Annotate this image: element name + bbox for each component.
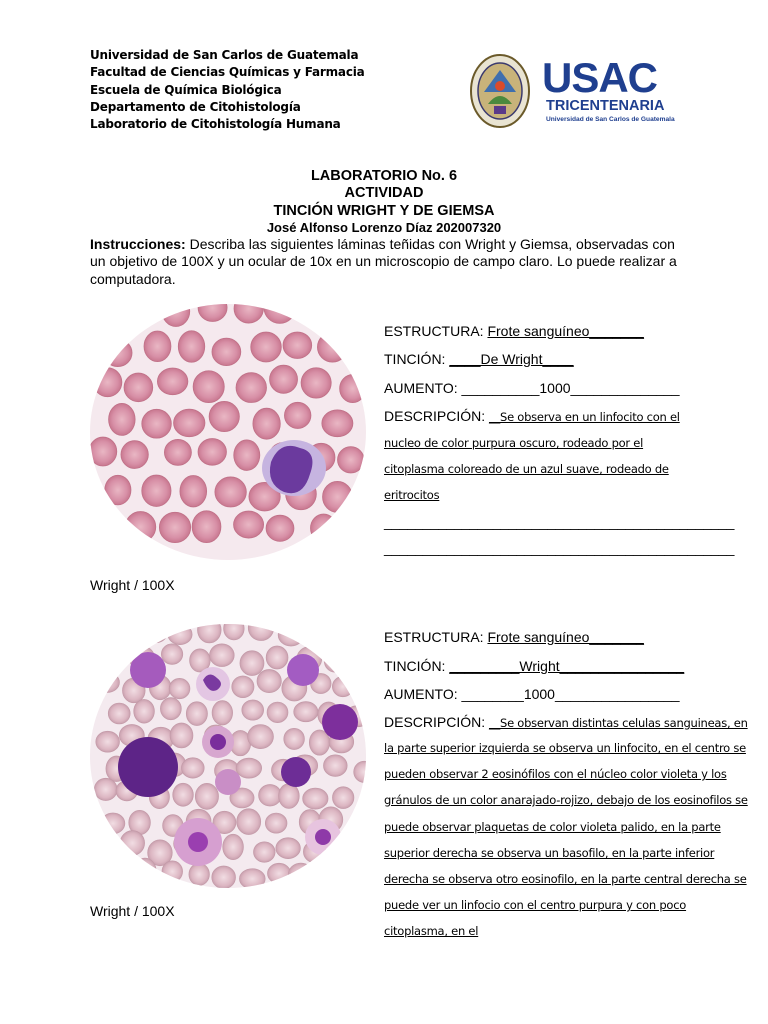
- red-blood-cell: [157, 368, 187, 395]
- red-blood-cell: [160, 698, 181, 720]
- instructions-label: Instrucciones:: [90, 236, 186, 252]
- red-blood-cell: [89, 833, 110, 857]
- aumento-label: AUMENTO:: [384, 380, 462, 396]
- red-blood-cell: [161, 644, 182, 665]
- red-blood-cell: [223, 834, 244, 859]
- lab-title: LABORATORIO No. 6: [310, 168, 458, 184]
- descripcion-field: [384, 408, 680, 424]
- red-blood-cell: [109, 644, 134, 664]
- aumento-label: AUMENTO:: [384, 686, 462, 702]
- red-blood-cell: [181, 758, 204, 778]
- red-blood-cell: [284, 728, 305, 749]
- author-line: José Alfonso Lorenzo Díaz 202007320: [266, 220, 502, 235]
- descripcion-line: eritrocitos: [384, 488, 440, 502]
- red-blood-cell: [322, 410, 353, 437]
- descripcion-line: puede observar plaquetas de color violeta palido, en la parte: [384, 820, 721, 834]
- logo-subtitle: TRICENTENARIA: [546, 98, 665, 114]
- descripcion-line: superior derecha se observa un basofilo, en la parte inferior: [384, 846, 715, 860]
- red-blood-cell: [144, 331, 171, 362]
- instructions-text: Describa las siguientes láminas teñidas con Wright y Giemsa, observadas con un objetivo de 100X y un ocular de 10x en un microscopio de campo claro. Lo puede realizar a computadora.: [90, 236, 677, 287]
- red-blood-cell: [120, 831, 144, 856]
- red-blood-cell: [303, 788, 328, 809]
- red-blood-cell: [337, 836, 362, 857]
- red-blood-cell: [279, 784, 300, 809]
- red-blood-cell: [109, 403, 136, 435]
- estructura-field: [384, 323, 644, 339]
- red-blood-cell: [265, 813, 287, 833]
- red-blood-cell: [115, 626, 137, 646]
- red-blood-cell: [178, 331, 204, 363]
- red-blood-cell: [94, 778, 117, 800]
- red-blood-cell: [134, 699, 155, 723]
- tincion-label: TINCIÓN:: [384, 351, 450, 367]
- descripcion-line: puede ver un linfocio con el centro purpura y con poco: [384, 898, 687, 912]
- descripcion-line: __Se observan distintas celulas sanguineas, en: [489, 716, 748, 730]
- red-blood-cell: [210, 644, 235, 667]
- red-blood-cell: [268, 863, 291, 883]
- institution-line: Laboratorio de Citohistología Humana: [90, 117, 341, 132]
- red-blood-cell: [164, 439, 191, 465]
- red-blood-cell: [193, 371, 224, 403]
- red-blood-cell: [332, 787, 353, 809]
- micrograph-caption: Wright / 100X: [90, 577, 175, 593]
- red-blood-cell: [254, 842, 276, 862]
- red-blood-cell: [267, 702, 288, 723]
- blank-line: _____________________________________________: [384, 540, 735, 556]
- red-blood-cell: [105, 475, 131, 505]
- red-blood-cell: [162, 861, 183, 882]
- red-blood-cell: [234, 440, 260, 471]
- red-blood-cell: [278, 624, 304, 646]
- red-blood-cell: [340, 374, 366, 402]
- red-blood-cell: [270, 365, 298, 393]
- stain-title: TINCIÓN WRIGHT Y DE GIEMSA: [273, 203, 495, 219]
- red-blood-cell: [212, 866, 236, 889]
- red-blood-cell: [159, 512, 190, 542]
- red-blood-cell: [332, 676, 353, 696]
- red-blood-cell: [125, 512, 156, 543]
- red-blood-cell: [142, 409, 172, 438]
- red-blood-cell: [212, 701, 233, 725]
- red-blood-cell: [124, 373, 153, 402]
- estructura-label: ESTRUCTURA:: [384, 323, 488, 339]
- red-blood-cell: [105, 864, 125, 890]
- red-blood-cell: [121, 441, 148, 469]
- red-blood-cell: [236, 758, 262, 778]
- red-blood-cell: [283, 332, 312, 359]
- red-blood-cell: [284, 402, 310, 428]
- red-blood-cell: [257, 670, 281, 693]
- red-blood-cell: [266, 515, 294, 541]
- red-blood-cell: [338, 514, 365, 544]
- red-blood-cell: [334, 622, 355, 642]
- tincion-value: ____De Wright____: [449, 351, 574, 367]
- red-blood-cell: [324, 649, 345, 672]
- descripcion-line: gránulos de un color anarajado-rojizo, debajo de los eosinofilos se: [384, 793, 748, 807]
- red-blood-cell: [232, 676, 254, 698]
- red-blood-cell: [352, 859, 368, 883]
- descripcion-line: nucleo de color purpura oscuro, rodeado por el: [384, 436, 644, 450]
- red-blood-cell: [169, 678, 190, 698]
- estructura-value: Frote sanguíneo_______: [487, 629, 644, 645]
- red-blood-cell: [108, 703, 130, 724]
- red-blood-cell: [317, 862, 343, 884]
- red-blood-cell: [317, 332, 347, 362]
- descripcion-field: [384, 714, 748, 730]
- tincion-value: _________Wright________________: [449, 658, 685, 674]
- institution-line: Departamento de Citohistología: [90, 99, 301, 114]
- red-blood-cell: [349, 650, 368, 674]
- red-blood-cell: [307, 622, 330, 645]
- red-blood-cell: [192, 511, 221, 543]
- red-blood-cell: [88, 509, 118, 538]
- descripcion-line: citoplasma, en el: [384, 924, 479, 938]
- red-blood-cell: [180, 476, 207, 507]
- red-blood-cell: [242, 700, 264, 720]
- red-blood-cell: [95, 672, 119, 692]
- red-blood-cell: [96, 731, 120, 752]
- red-blood-cell: [248, 725, 274, 749]
- red-blood-cell: [266, 646, 288, 669]
- red-blood-cell: [301, 368, 331, 398]
- micrograph-mixed-cells: [88, 622, 368, 890]
- descripcion-line: __Se observa en un linfocito con el: [489, 410, 680, 424]
- institution-header: [90, 47, 365, 133]
- blank-line: _____________________________________________: [384, 514, 735, 530]
- descripcion-line: pueden observar 2 eosinófilos con el núcleo color violeta y los: [384, 767, 727, 781]
- red-blood-cell: [236, 373, 266, 403]
- logo-wordmark: USAC: [542, 54, 658, 101]
- red-blood-cell: [276, 838, 301, 859]
- descripcion-line: la parte superior izquierda se observa un linfocito, en el centro se: [384, 741, 746, 755]
- red-blood-cell: [339, 302, 368, 326]
- red-blood-cell: [170, 723, 193, 748]
- red-blood-cell: [93, 622, 118, 644]
- red-blood-cell: [195, 783, 218, 809]
- red-blood-cell: [142, 475, 171, 506]
- micrograph-caption: Wright / 100X: [90, 903, 175, 919]
- red-blood-cell: [215, 477, 246, 507]
- estructura-field: [384, 629, 644, 645]
- red-blood-cell: [186, 702, 207, 726]
- red-blood-cell: [288, 863, 313, 886]
- red-blood-cell: [323, 481, 353, 512]
- red-blood-cell: [251, 332, 282, 362]
- micrograph-lymphocyte: [88, 302, 368, 562]
- red-blood-cell: [350, 813, 368, 838]
- aumento-value: ________1000________________: [461, 686, 680, 702]
- red-blood-cell: [234, 511, 264, 538]
- instructions-paragraph: [90, 236, 690, 288]
- aumento-field: [384, 686, 680, 702]
- institution-line: Escuela de Química Biológica: [90, 82, 282, 97]
- red-blood-cell: [174, 409, 205, 437]
- red-blood-cell: [299, 302, 331, 325]
- red-blood-cell: [101, 813, 125, 834]
- red-blood-cell: [212, 338, 241, 365]
- institution-line: Facultad de Ciencias Químicas y Farmacia: [90, 65, 365, 80]
- estructura-label: ESTRUCTURA:: [384, 629, 488, 645]
- usac-logo: [470, 52, 690, 130]
- aumento-field: [384, 380, 680, 396]
- red-blood-cell: [125, 302, 151, 328]
- red-blood-cell: [90, 302, 117, 326]
- descripcion-label: DESCRIPCIÓN:: [384, 714, 490, 730]
- estructura-value: Frote sanguíneo_______: [487, 323, 644, 339]
- aumento-value: __________1000______________: [461, 380, 680, 396]
- red-blood-cell: [103, 339, 132, 366]
- activity-title: ACTIVIDAD: [344, 185, 424, 201]
- red-blood-cell: [237, 809, 261, 835]
- red-blood-cell: [89, 437, 117, 466]
- descripcion-line: derecha se observa otro eosinofilo, en la parte central derecha se: [384, 872, 747, 886]
- red-blood-cell: [189, 863, 209, 885]
- red-blood-cell: [240, 651, 264, 676]
- red-blood-cell: [173, 783, 194, 806]
- tincion-label: TINCIÓN:: [384, 658, 450, 674]
- red-blood-cell: [209, 401, 239, 431]
- red-blood-cell: [134, 858, 156, 884]
- tincion-field: [384, 351, 574, 367]
- red-blood-cell: [294, 702, 318, 722]
- red-blood-cell: [198, 439, 226, 466]
- institution-line: Universidad de San Carlos de Guatemala: [90, 48, 359, 62]
- red-blood-cell: [259, 784, 282, 806]
- red-blood-cell: [310, 514, 336, 542]
- red-blood-cell: [338, 447, 364, 473]
- descripcion-label: DESCRIPCIÓN:: [384, 408, 490, 424]
- red-blood-cell: [253, 408, 280, 439]
- logo-tagline: Universidad de San Carlos de Guatemala: [546, 116, 675, 123]
- red-blood-cell: [323, 755, 347, 777]
- descripcion-line: citoplasma coloreado de un azul suave, rodeado de: [384, 462, 669, 476]
- tincion-field: [384, 658, 684, 674]
- red-blood-cell: [168, 624, 192, 644]
- red-blood-cell: [239, 869, 265, 889]
- red-blood-cell: [93, 368, 122, 397]
